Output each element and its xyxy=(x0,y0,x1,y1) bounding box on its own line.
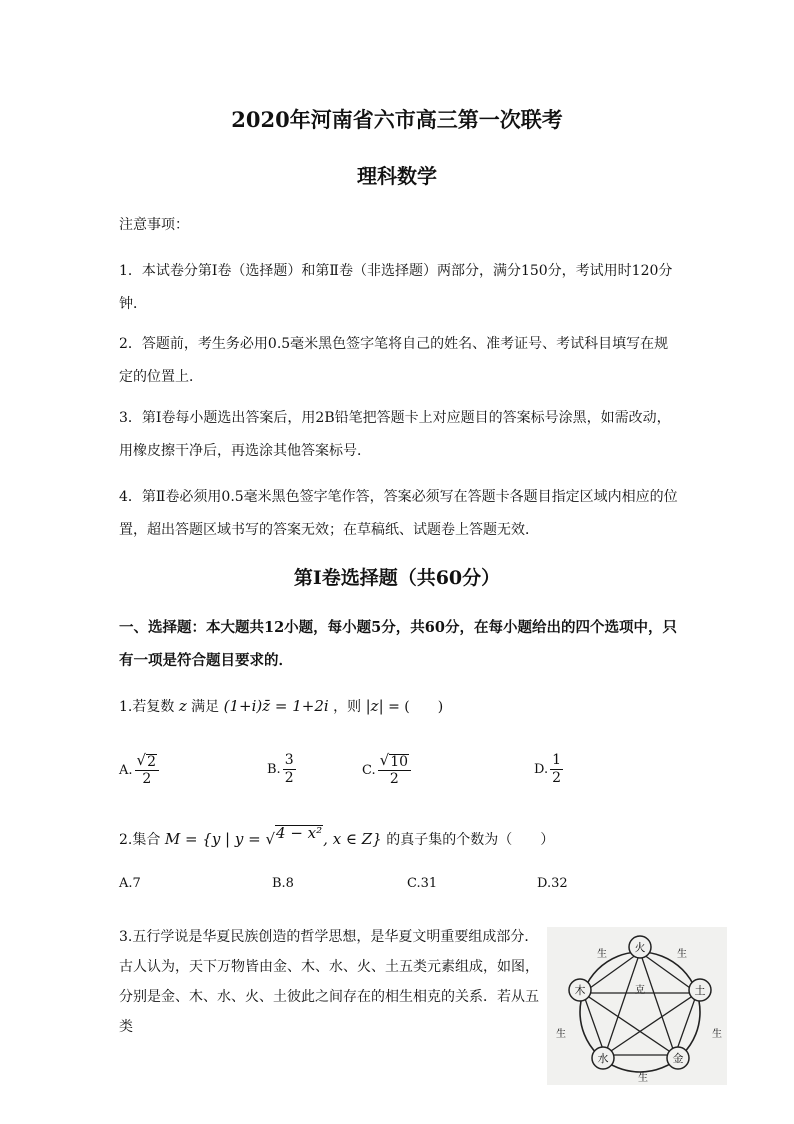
cycle-label-top-right: 生 xyxy=(677,949,687,960)
five-elements-diagram xyxy=(547,927,727,1085)
part-intro: 一、选择题：本大题共12小题，每小题5分，共60分，在每小题给出的四个选项中，只有一项是符合题目要求的． xyxy=(119,619,677,669)
question-2 xyxy=(119,823,554,857)
q1-option-b[interactable] xyxy=(267,752,296,787)
note-item-3: 3．第Ⅰ卷每小题选出答案后，用2B铅笔把答题卡上对应题目的答案标号涂黑，如需改动，用橡皮擦干净后，再选涂其他答案标号． xyxy=(119,410,671,459)
question-3: 3.五行学说是华夏民族创造的哲学思想，是华夏文明重要组成部分．古人认为，天下万物皆由金、木、水、火、土五类元素组成，如图，分别是金、木、水、火、土彼此之间存在的相生相克的关系．若从五类 xyxy=(119,929,539,1035)
q1-then: ，则 xyxy=(333,699,362,715)
notes-heading: 注意事项： xyxy=(119,217,189,233)
q1-option-d-label: D. xyxy=(534,762,549,777)
q1-option-c-numerator: √ 10 xyxy=(378,752,411,771)
subject-title: 理科数学 xyxy=(357,164,437,188)
q1-option-a[interactable] xyxy=(119,752,159,788)
q1-option-a-fraction xyxy=(135,752,159,788)
note-item-4: 4．第Ⅱ卷必须用0.5毫米黑色签字笔作答，答案必须写在答题卡各题目指定区域内相应的位置，超出答题区域书写的答案无效；在草稿纸、试题卷上答题无效． xyxy=(119,489,678,538)
center-overcome-label: 克 xyxy=(635,985,645,996)
q2-option-a[interactable]: A.7 xyxy=(119,876,141,891)
q1-option-b-label: B. xyxy=(267,762,281,777)
cycle-label-left: 生 xyxy=(556,1029,566,1040)
q1-tail: = ( ) xyxy=(388,699,444,715)
note-item-2: 2．答题前，考生务必用0.5毫米黑色签字笔将自己的姓名、准考证号、考试科目填写在规定的位置上． xyxy=(119,336,669,385)
node-fire-label: 火 xyxy=(634,941,646,954)
cycle-label-bottom: 生 xyxy=(638,1073,648,1084)
q1-option-d-numerator: 1 xyxy=(552,752,562,768)
q2-option-c[interactable]: C.31 xyxy=(407,876,438,891)
q1-option-a-numerator: √ 2 xyxy=(135,752,159,771)
q1-cond: 满足 xyxy=(191,699,220,715)
q1-option-c-denominator: 2 xyxy=(389,771,399,787)
q2-sqrt: √ 4 − x² xyxy=(265,824,323,848)
cycle-label-right: 生 xyxy=(712,1029,722,1040)
q1-option-b-fraction xyxy=(283,752,296,787)
q1-var: z xyxy=(178,697,187,715)
q2-option-b[interactable]: B.8 xyxy=(272,876,294,891)
note-item-1: 1．本试卷分第Ⅰ卷（选择题）和第Ⅱ卷（非选择题）两部分，满分150分，考试用时120分钟． xyxy=(119,263,673,312)
q1-option-b-denominator: 2 xyxy=(284,770,294,786)
q2-prefix: 2.集合 xyxy=(119,832,161,848)
q2-option-d[interactable]: D.32 xyxy=(537,876,568,891)
q1-option-d-fraction xyxy=(550,752,563,787)
node-wood-label: 木 xyxy=(574,984,586,997)
q1-option-c-label: C. xyxy=(362,762,376,778)
q1-option-b-numerator: 3 xyxy=(284,752,294,768)
q1-abs: |z| xyxy=(365,697,384,715)
q1-option-c[interactable] xyxy=(362,752,411,788)
q1-option-a-label: A. xyxy=(119,762,133,778)
q1-option-c-fraction xyxy=(378,752,411,788)
node-metal-label: 金 xyxy=(672,1052,684,1065)
q2-tail: 的真子集的个数为（ ） xyxy=(386,832,555,848)
q1-equation: (1+i)z̄ = 1+2i xyxy=(223,697,329,715)
q2-set-expr-start: M = {y | y = xyxy=(164,830,266,848)
exam-title: 2020年河南省六市高三第一次联考 xyxy=(231,107,563,132)
q2-set-expr-end: , x ∈ Z} xyxy=(323,830,382,848)
q1-option-a-denominator: 2 xyxy=(142,771,152,787)
five-elements-figure xyxy=(547,927,727,1085)
question-1 xyxy=(119,690,443,724)
q1-option-d-denominator: 2 xyxy=(552,770,562,786)
node-water-label: 水 xyxy=(597,1052,609,1065)
cycle-label-top-left: 生 xyxy=(597,949,607,960)
q1-options xyxy=(119,752,679,802)
node-earth-label: 土 xyxy=(694,984,706,997)
q1-option-d[interactable] xyxy=(534,752,563,787)
q1-prefix: 1.若复数 xyxy=(119,699,175,715)
section-title: 第Ⅰ卷选择题（共60分） xyxy=(293,567,501,589)
